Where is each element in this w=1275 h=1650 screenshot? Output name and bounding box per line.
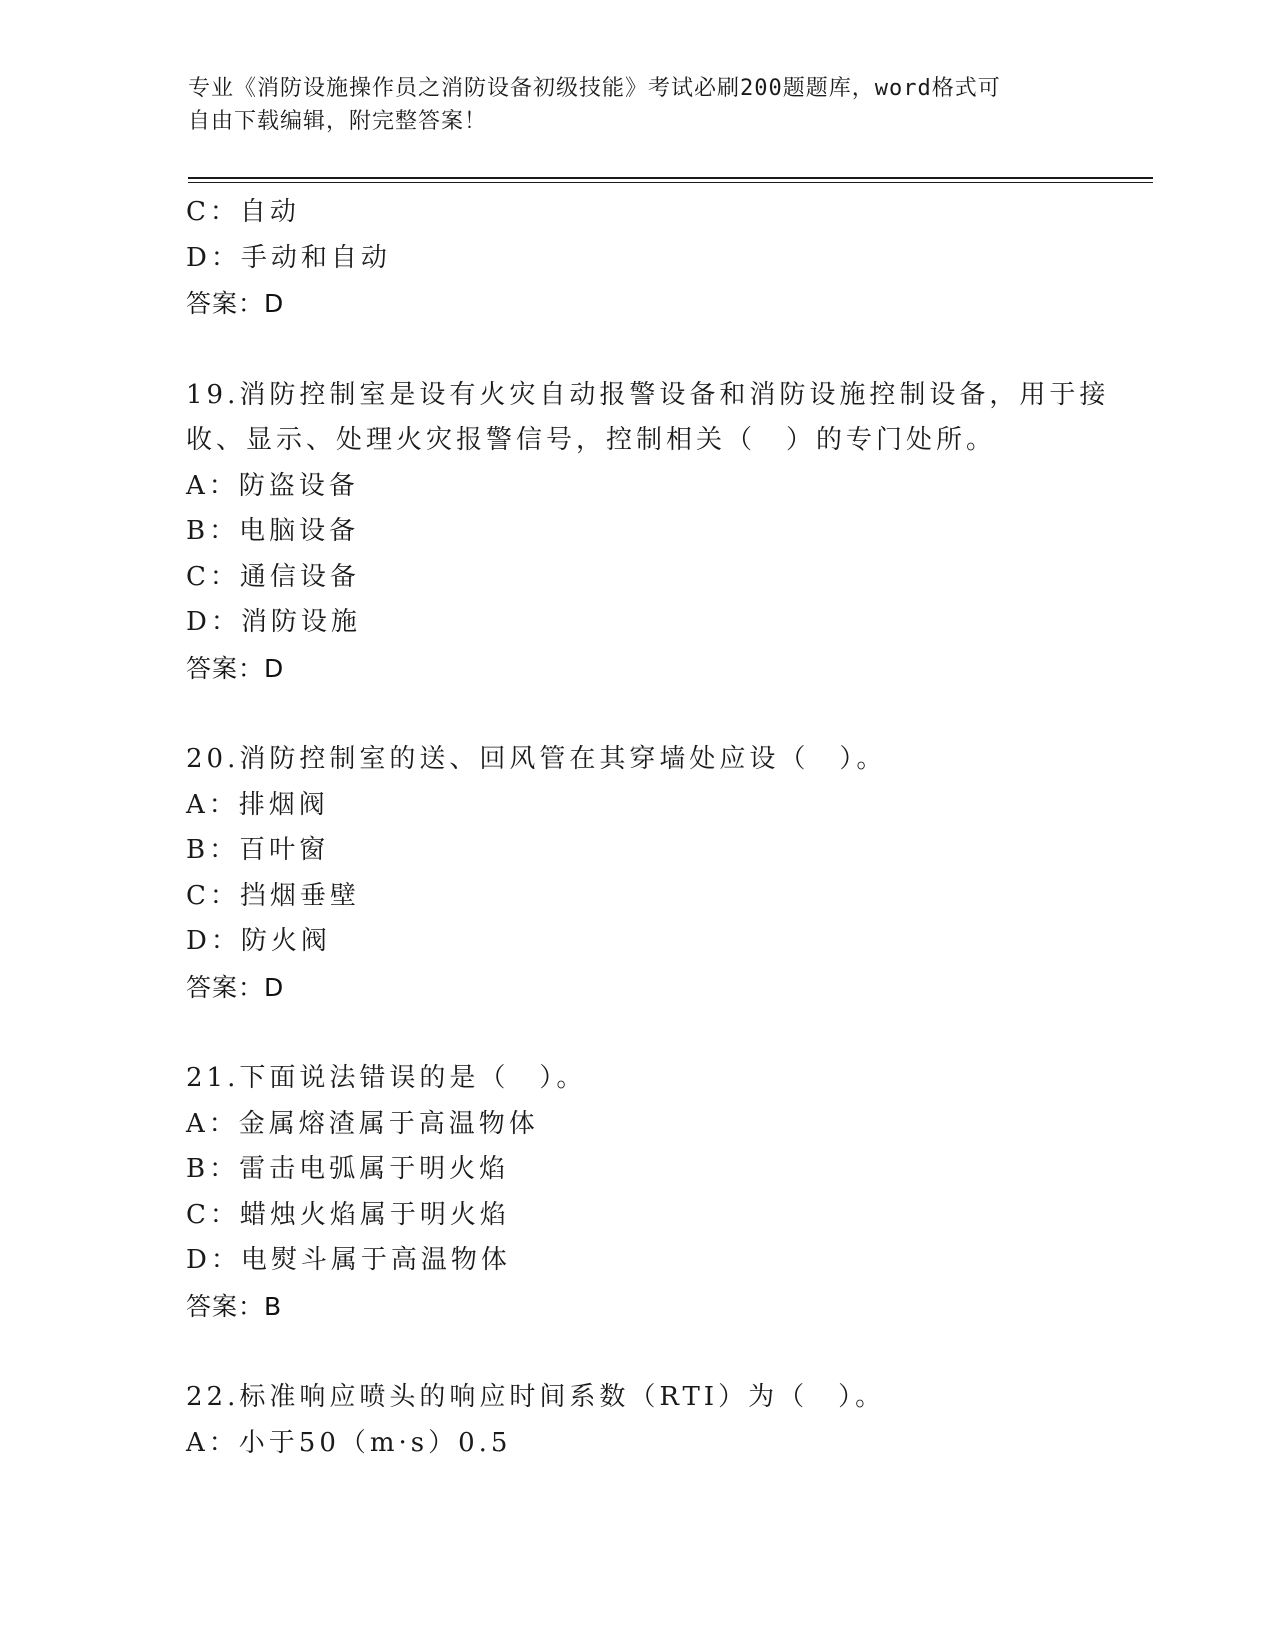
header-rule-thin (188, 182, 1153, 183)
question-text-line: 21.下面说法错误的是（ ）。 (186, 1063, 587, 1093)
option-b: B：电脑设备 (186, 516, 360, 546)
question-continued (186, 190, 1106, 327)
spacer (186, 1010, 1106, 1056)
option-c: C：自动 (186, 197, 300, 227)
question-22 (186, 1375, 1106, 1466)
option-d: D：消防设施 (186, 607, 361, 637)
answer-line: 答案：B (186, 1291, 283, 1321)
answer-line: 答案：D (186, 653, 285, 683)
spacer (186, 1329, 1106, 1375)
question-21 (186, 1056, 1106, 1329)
question-19 (186, 373, 1110, 692)
header-line-2: 自由下载编辑，附完整答案！ (188, 109, 488, 134)
question-text-line: 收、显示、处理火灾报警信号，控制相关（ ）的专门处所。 (186, 425, 997, 455)
answer-line: 答案：D (186, 289, 285, 318)
option-a: A：小于50（m·s）0.5 (186, 1427, 512, 1458)
option-b: B：百叶窗 (186, 835, 330, 865)
header-line-1: 专业《消防设施操作员之消防设备初级技能》考试必刷200题题库，word格式可 (188, 76, 1001, 101)
question-text-line: 19.消防控制室是设有火灾自动报警设备和消防设施控制设备，用于接 (186, 379, 1110, 410)
option-d: D：手动和自动 (186, 242, 391, 273)
question-20 (186, 737, 1106, 1010)
option-a: A：排烟阀 (186, 789, 329, 820)
answer-line: 答案：D (186, 972, 285, 1002)
option-c: C：通信设备 (186, 561, 360, 592)
spacer (186, 327, 1106, 373)
option-c: C：挡烟垂壁 (186, 880, 360, 911)
option-a: A：防盗设备 (186, 470, 359, 501)
question-text-line: 22.标准响应喷头的响应时间系数（RTI）为（ ）。 (186, 1382, 886, 1412)
document-header (188, 72, 1068, 138)
document-body (186, 190, 1110, 1466)
question-text-line: 20.消防控制室的送、回风管在其穿墙处应设（ ）。 (186, 744, 887, 774)
option-d: D：电熨斗属于高温物体 (186, 1245, 511, 1275)
spacer (186, 691, 1106, 737)
option-b: B：雷击电弧属于明火焰 (186, 1154, 510, 1184)
option-d: D：防火阀 (186, 926, 331, 956)
option-c: C：蜡烛火焰属于明火焰 (186, 1199, 510, 1230)
header-rule-thick (188, 177, 1153, 179)
option-a: A：金属熔渣属于高温物体 (186, 1108, 539, 1139)
